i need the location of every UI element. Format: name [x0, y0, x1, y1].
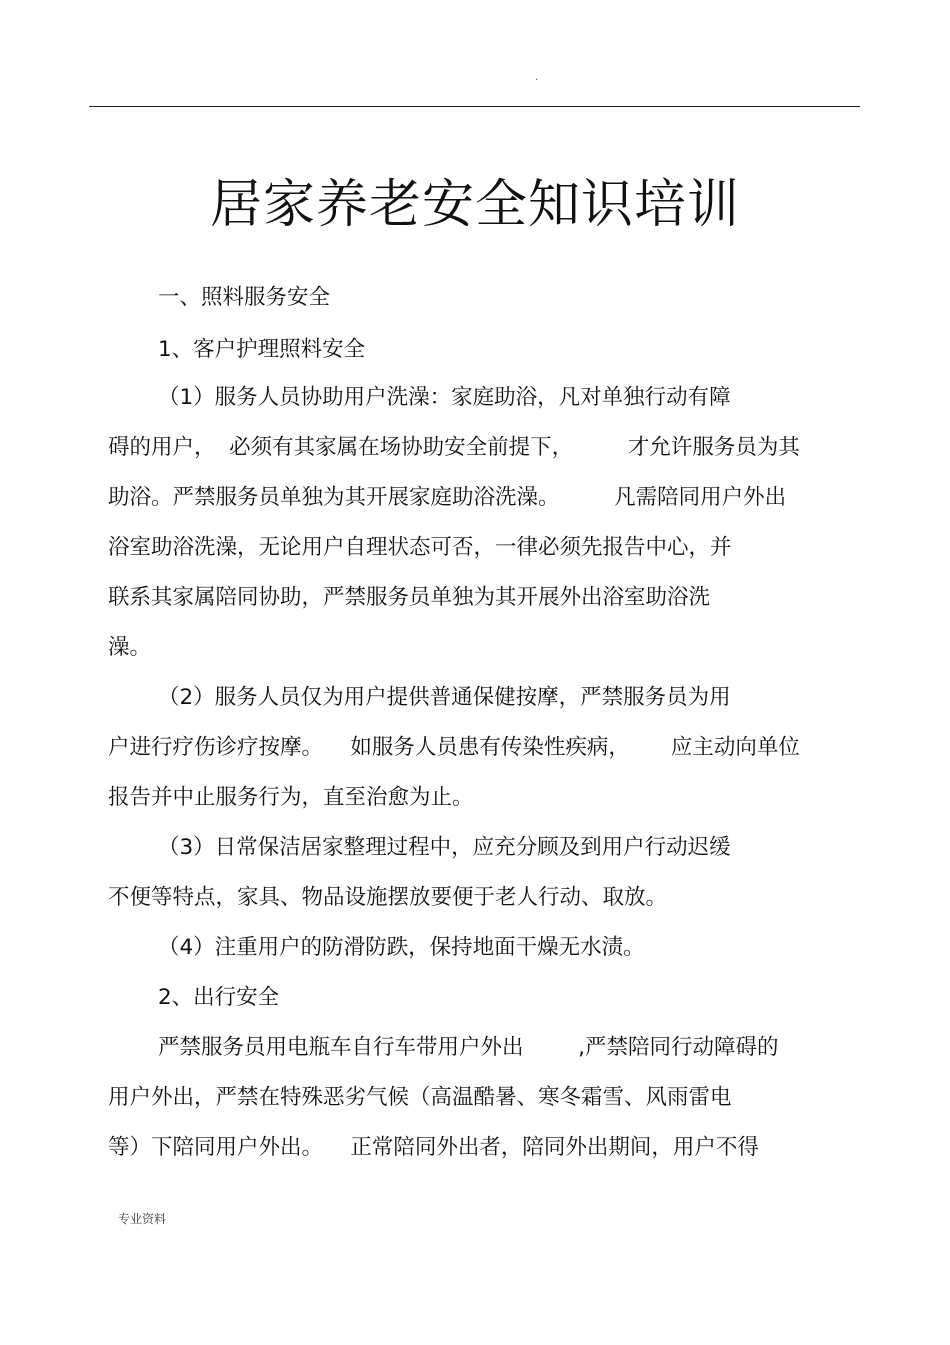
header-mark: .: [535, 72, 539, 83]
paragraph-line: 等）下陪同用户外出。 正常陪同外出者，陪同外出期间，用户不得: [108, 1135, 759, 1160]
paragraph-line: 碍的用户， 必须有其家属在场协助安全前提下， 才允许服务员为其: [108, 435, 800, 460]
paragraph-line: 助浴。严禁服务员单独为其开展家庭助浴洗澡。 凡需陪同用户外出: [108, 485, 787, 510]
paragraph-line: 联系其家属陪同协助，严禁服务员单独为其开展外出浴室助浴洗: [108, 585, 711, 610]
footer-label: 专业资料: [118, 1212, 167, 1226]
section-heading: 一、照料服务安全: [158, 285, 331, 310]
paragraph-line: 报告并中止服务行为，直至治愈为止。: [108, 785, 474, 810]
paragraph-line: （3）日常保洁居家整理过程中，应充分顾及到用户行动迟缓: [158, 835, 731, 860]
paragraph-line: （2）服务人员仅为用户提供普通保健按摩，严禁服务员为用: [158, 685, 731, 710]
paragraph-line: 户进行疗伤诊疗按摩。 如服务人员患有传染性疾病， 应主动向单位: [108, 735, 800, 760]
paragraph-line: 澡。: [108, 635, 152, 660]
paragraph-line: 浴室助浴洗澡，无论用户自理状态可否，一律必须先报告中心，并: [108, 535, 732, 560]
paragraph-line: （4）注重用户的防滑防跌，保持地面干燥无水渍。: [158, 935, 645, 960]
subsection-heading: 1、客户护理照料安全: [158, 337, 366, 362]
header-rule: [89, 106, 860, 107]
subsection-heading: 2、出行安全: [158, 985, 280, 1010]
paragraph-line: 不便等特点，家具、物品设施摆放要便于老人行动、取放。: [108, 885, 668, 910]
paragraph-line: （1）服务人员协助用户洗澡：家庭助浴，凡对单独行动有障: [158, 385, 731, 410]
paragraph-line: 用户外出，严禁在特殊恶劣气候（高温酷暑、寒冬霜雪、风雨雷电: [108, 1085, 732, 1110]
document-title: 居家养老安全知识培训: [209, 175, 740, 235]
paragraph-line: 严禁服务员用电瓶车自行车带用户外出 ,严禁陪同行动障碍的: [158, 1035, 779, 1060]
